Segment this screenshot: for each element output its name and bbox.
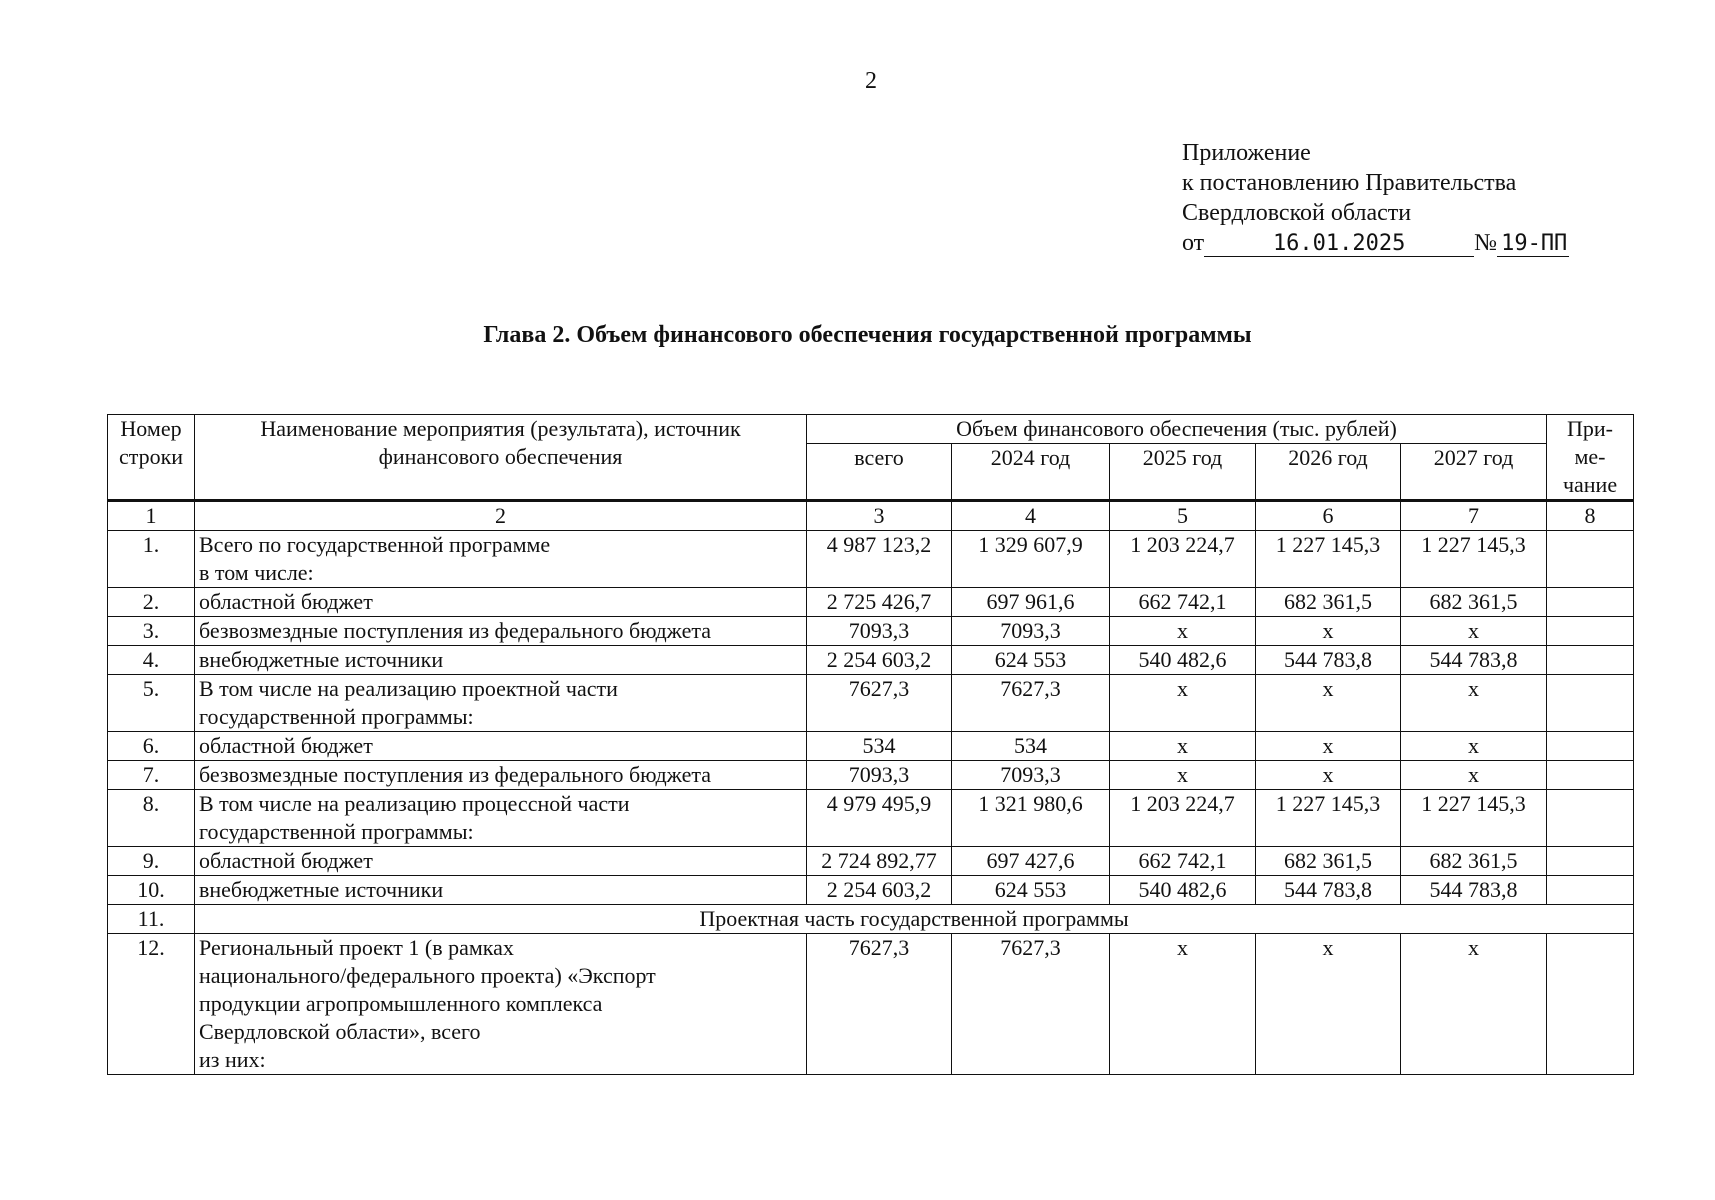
cell-y2024: 697 961,6 [952, 588, 1110, 617]
cell-y2026: х [1256, 732, 1401, 761]
cell-note [1547, 675, 1634, 732]
cell-y2025: х [1110, 675, 1256, 732]
cell-y2026: 544 783,8 [1256, 646, 1401, 675]
column-numbers-row [108, 501, 1634, 531]
table-row [108, 934, 1634, 1075]
cell-y2024: 7093,3 [952, 761, 1110, 790]
cell-y2027: 682 361,5 [1401, 847, 1547, 876]
cell-note [1547, 934, 1634, 1075]
cell-note [1547, 761, 1634, 790]
row-number: 2. [108, 588, 195, 617]
header-2026: 2026 год [1256, 444, 1401, 501]
cell-y2024: 624 553 [952, 646, 1110, 675]
cell-y2024: 534 [952, 732, 1110, 761]
cell-total: 2 724 892,77 [807, 847, 952, 876]
cell-total: 4 987 123,2 [807, 531, 952, 588]
cell-y2026: 1 227 145,3 [1256, 531, 1401, 588]
appendix-line-3: Свердловской области [1182, 200, 1412, 226]
appendix-date-line [1182, 228, 1569, 258]
cell-y2025: х [1110, 732, 1256, 761]
cell-note [1547, 732, 1634, 761]
cell-y2026: х [1256, 934, 1401, 1075]
row-name: безвозмездные поступления из федерального бюджета [195, 617, 807, 646]
cell-y2027: 1 227 145,3 [1401, 531, 1547, 588]
row-number: 8. [108, 790, 195, 847]
header-volume: Объем финансового обеспечения (тыс. рублей) [807, 415, 1547, 444]
row-name: В том числе на реализацию процессной части государственной программы: [195, 790, 807, 847]
row-name: областной бюджет [195, 732, 807, 761]
header-note: При- ме- чание [1547, 415, 1634, 501]
row-number: 11. [108, 905, 195, 934]
row-number: 9. [108, 847, 195, 876]
cell-y2024: 7627,3 [952, 934, 1110, 1075]
financing-table [107, 414, 1634, 1075]
appendix-line-2: к постановлению Правительства [1182, 170, 1517, 196]
table-row [108, 588, 1634, 617]
cell-y2026: х [1256, 617, 1401, 646]
cell-total: 7627,3 [807, 934, 952, 1075]
table-row [108, 761, 1634, 790]
column-number: 3 [807, 501, 952, 531]
cell-y2027: х [1401, 761, 1547, 790]
cell-y2025: х [1110, 761, 1256, 790]
cell-y2025: 1 203 224,7 [1110, 790, 1256, 847]
header-2025: 2025 год [1110, 444, 1256, 501]
row-number: 6. [108, 732, 195, 761]
row-number: 5. [108, 675, 195, 732]
number-label: № [1474, 230, 1498, 256]
cell-y2026: 1 227 145,3 [1256, 790, 1401, 847]
row-name: Всего по государственной программе в том числе: [195, 531, 807, 588]
cell-y2025: 662 742,1 [1110, 847, 1256, 876]
decree-date: 16.01.2025 [1204, 232, 1474, 257]
row-number: 12. [108, 934, 195, 1075]
column-number: 2 [195, 501, 807, 531]
table-row [108, 732, 1634, 761]
section-row [108, 905, 1634, 934]
header-2027: 2027 год [1401, 444, 1547, 501]
cell-total: 2 254 603,2 [807, 646, 952, 675]
cell-y2024: 624 553 [952, 876, 1110, 905]
cell-note [1547, 876, 1634, 905]
cell-y2024: 1 329 607,9 [952, 531, 1110, 588]
cell-y2025: х [1110, 934, 1256, 1075]
cell-note [1547, 617, 1634, 646]
cell-y2027: х [1401, 617, 1547, 646]
column-number: 5 [1110, 501, 1256, 531]
cell-y2027: х [1401, 934, 1547, 1075]
cell-y2026: 544 783,8 [1256, 876, 1401, 905]
cell-y2026: х [1256, 761, 1401, 790]
row-name: внебюджетные источники [195, 646, 807, 675]
row-number: 3. [108, 617, 195, 646]
header-2024: 2024 год [952, 444, 1110, 501]
row-name: безвозмездные поступления из федерального бюджета [195, 761, 807, 790]
decree-number: 19-ПП [1497, 232, 1569, 257]
cell-total: 2 254 603,2 [807, 876, 952, 905]
header-name: Наименование мероприятия (результата), источник финансового обеспечения [195, 415, 807, 501]
row-name: областной бюджет [195, 847, 807, 876]
cell-total: 534 [807, 732, 952, 761]
table-row [108, 675, 1634, 732]
column-number: 7 [1401, 501, 1547, 531]
cell-y2025: 662 742,1 [1110, 588, 1256, 617]
cell-y2027: 1 227 145,3 [1401, 790, 1547, 847]
appendix-title: Приложение [1182, 140, 1311, 166]
row-number: 10. [108, 876, 195, 905]
cell-y2027: 544 783,8 [1401, 876, 1547, 905]
row-number: 4. [108, 646, 195, 675]
row-name: Региональный проект 1 (в рамках национального/федерального проекта) «Экспорт продукции агропромышленного комплекса Свердловской области», всего из них: [195, 934, 807, 1075]
cell-y2027: 544 783,8 [1401, 646, 1547, 675]
cell-y2025: 1 203 224,7 [1110, 531, 1256, 588]
chapter-title: Глава 2. Объем финансового обеспечения государственной программы [483, 322, 1252, 348]
section-title: Проектная часть государственной программы [195, 905, 1634, 934]
appendix-block [1182, 138, 1569, 258]
cell-y2025: х [1110, 617, 1256, 646]
row-name: В том числе на реализацию проектной части государственной программы: [195, 675, 807, 732]
table-row [108, 876, 1634, 905]
page-number: 2 [865, 68, 877, 94]
cell-y2026: 682 361,5 [1256, 588, 1401, 617]
table-row [108, 531, 1634, 588]
cell-total: 7093,3 [807, 617, 952, 646]
cell-y2024: 697 427,6 [952, 847, 1110, 876]
table-row [108, 617, 1634, 646]
cell-y2024: 7093,3 [952, 617, 1110, 646]
cell-y2027: х [1401, 675, 1547, 732]
cell-total: 2 725 426,7 [807, 588, 952, 617]
column-number: 1 [108, 501, 195, 531]
column-number: 6 [1256, 501, 1401, 531]
table-row [108, 790, 1634, 847]
cell-note [1547, 790, 1634, 847]
cell-y2025: 540 482,6 [1110, 876, 1256, 905]
cell-y2025: 540 482,6 [1110, 646, 1256, 675]
cell-y2024: 7627,3 [952, 675, 1110, 732]
from-label: от [1182, 230, 1205, 256]
cell-total: 7627,3 [807, 675, 952, 732]
table-row [108, 646, 1634, 675]
cell-y2027: х [1401, 732, 1547, 761]
column-number: 4 [952, 501, 1110, 531]
cell-y2024: 1 321 980,6 [952, 790, 1110, 847]
cell-note [1547, 646, 1634, 675]
row-number: 7. [108, 761, 195, 790]
cell-y2026: 682 361,5 [1256, 847, 1401, 876]
column-number: 8 [1547, 501, 1634, 531]
cell-note [1547, 847, 1634, 876]
table-row [108, 847, 1634, 876]
cell-note [1547, 531, 1634, 588]
cell-y2026: х [1256, 675, 1401, 732]
header-total: всего [807, 444, 952, 501]
row-name: внебюджетные источники [195, 876, 807, 905]
cell-total: 4 979 495,9 [807, 790, 952, 847]
row-number: 1. [108, 531, 195, 588]
cell-note [1547, 588, 1634, 617]
header-row-no: Номер строки [108, 415, 195, 501]
row-name: областной бюджет [195, 588, 807, 617]
cell-total: 7093,3 [807, 761, 952, 790]
cell-y2027: 682 361,5 [1401, 588, 1547, 617]
